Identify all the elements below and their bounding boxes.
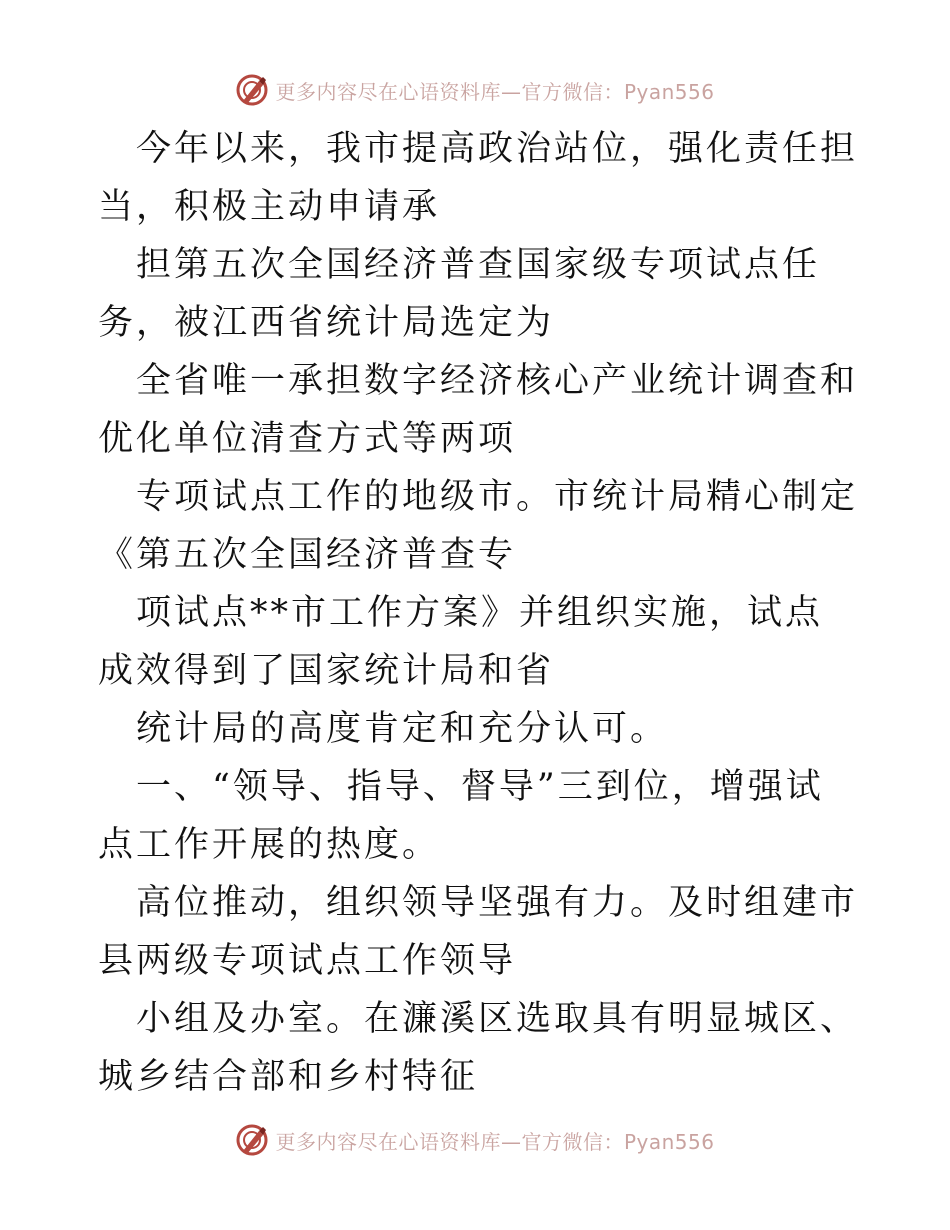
footer-watermark xyxy=(0,1120,950,1160)
paragraph-7: 高位推动，组织领导坚强有力。及时组建市县两级专项试点工作领导 xyxy=(98,883,859,981)
paragraph-5: 项试点**市工作方案》并组织实施，试点成效得到了国家统计局和省 xyxy=(98,593,824,691)
paragraph-2: 担第五次全国经济普查国家级专项试点任务，被江西省统计局选定为 xyxy=(98,245,821,343)
header-watermark xyxy=(0,70,950,110)
document-body xyxy=(98,120,858,1106)
paragraph-4: 专项试点工作的地级市。市统计局精心制定《第五次全国经济普查专 xyxy=(98,477,859,575)
pen-logo-icon xyxy=(235,1123,269,1157)
paragraph-6: 统计局的高度肯定和充分认可。 xyxy=(136,709,669,749)
watermark-text: 更多内容尽在心语资料库—官方微信：Pyan556 xyxy=(275,1129,715,1154)
paragraph-1: 今年以来，我市提高政治站位，强化责任担当，积极主动申请承 xyxy=(98,129,859,227)
section-heading: 一、“领导、指导、督导”三到位，增强试点工作开展的热度。 xyxy=(98,767,824,865)
paragraph-8: 小组及办室。在濂溪区选取具有明显城区、城乡结合部和乡村特征 xyxy=(98,999,859,1097)
watermark-text: 更多内容尽在心语资料库—官方微信：Pyan556 xyxy=(275,79,715,104)
pen-logo-icon xyxy=(235,73,269,107)
paragraph-3: 全省唯一承担数字经济核心产业统计调查和优化单位清查方式等两项 xyxy=(98,361,859,459)
